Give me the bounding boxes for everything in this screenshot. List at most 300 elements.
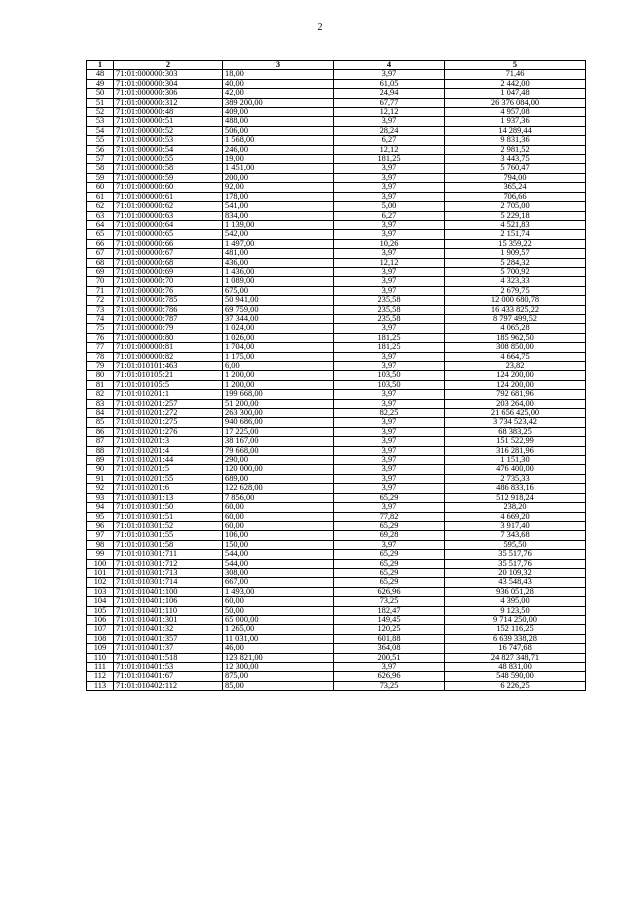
rate-cell: 3,97: [334, 437, 445, 446]
table-row: [87, 390, 586, 399]
table-row: [87, 578, 586, 587]
row-number-cell: 98: [87, 540, 114, 549]
area-cell: 1 200,00: [223, 371, 334, 380]
rate-cell: 3,97: [334, 362, 445, 371]
row-number-cell: 81: [87, 380, 114, 389]
table-row: [87, 258, 586, 267]
table-row: [87, 155, 586, 164]
rate-cell: 10,26: [334, 239, 445, 248]
table-row: [87, 296, 586, 305]
cadastral-number-cell: 71:01:000000:785: [114, 296, 223, 305]
cadastral-number-cell: 71:01:010401:357: [114, 634, 223, 643]
cadastral-number-cell: 71:01:010301:711: [114, 550, 223, 559]
row-number-cell: 58: [87, 164, 114, 173]
table-row: [87, 362, 586, 371]
area-cell: 19,00: [223, 155, 334, 164]
table-row: [87, 474, 586, 483]
value-cell: 308 850,00: [445, 343, 586, 352]
value-cell: 5 700,92: [445, 267, 586, 276]
table-row: [87, 230, 586, 239]
value-cell: 512 918,24: [445, 493, 586, 502]
table-row: [87, 173, 586, 182]
table-row: [87, 239, 586, 248]
rate-cell: 24,94: [334, 89, 445, 98]
rate-cell: 73,25: [334, 597, 445, 606]
data-table: [86, 60, 586, 691]
area-cell: 79 668,00: [223, 446, 334, 455]
table-row: [87, 202, 586, 211]
cadastral-number-cell: 71:01:000000:66: [114, 239, 223, 248]
table-row: [87, 145, 586, 154]
cadastral-number-cell: 71:01:000000:304: [114, 79, 223, 88]
row-number-cell: 99: [87, 550, 114, 559]
value-cell: 4 395,00: [445, 597, 586, 606]
rate-cell: 3,97: [334, 192, 445, 201]
table-row: [87, 324, 586, 333]
table-row: [87, 427, 586, 436]
area-cell: 11 031,00: [223, 634, 334, 643]
area-cell: 667,00: [223, 578, 334, 587]
table-row: [87, 484, 586, 493]
area-cell: 1 704,00: [223, 343, 334, 352]
cadastral-number-cell: 71:01:010301:712: [114, 559, 223, 568]
table-row: [87, 615, 586, 624]
value-cell: 9 714 250,00: [445, 615, 586, 624]
cadastral-number-cell: 71:01:000000:61: [114, 192, 223, 201]
table-row: [87, 653, 586, 662]
cadastral-number-cell: 71:01:000000:312: [114, 98, 223, 107]
area-cell: 60,00: [223, 597, 334, 606]
value-cell: 9 831,36: [445, 136, 586, 145]
row-number-cell: 109: [87, 644, 114, 653]
area-cell: 1 568,00: [223, 136, 334, 145]
table-row: [87, 456, 586, 465]
rate-cell: 65,29: [334, 550, 445, 559]
table-row: [87, 521, 586, 530]
value-cell: 6 639 338,28: [445, 634, 586, 643]
value-cell: 152 116,25: [445, 625, 586, 634]
value-cell: 124 200,00: [445, 380, 586, 389]
cadastral-number-cell: 71:01:000000:79: [114, 324, 223, 333]
value-cell: 595,50: [445, 540, 586, 549]
area-cell: 689,00: [223, 474, 334, 483]
header-cell-1: 1: [87, 61, 114, 70]
cadastral-number-cell: 71:01:010401:32: [114, 625, 223, 634]
cadastral-number-cell: 71:01:010401:67: [114, 672, 223, 681]
row-number-cell: 60: [87, 183, 114, 192]
rate-cell: 3,97: [334, 70, 445, 79]
area-cell: 6,00: [223, 362, 334, 371]
cadastral-number-cell: 71:01:000000:303: [114, 70, 223, 79]
rate-cell: 3,97: [334, 324, 445, 333]
value-cell: 12 000 680,78: [445, 296, 586, 305]
area-cell: 1 493,00: [223, 587, 334, 596]
cadastral-number-cell: 71:01:010301:713: [114, 568, 223, 577]
cadastral-number-cell: 71:01:010301:51: [114, 512, 223, 521]
table-row: [87, 625, 586, 634]
row-number-cell: 52: [87, 108, 114, 117]
row-number-cell: 57: [87, 155, 114, 164]
value-cell: 35 517,76: [445, 559, 586, 568]
value-cell: 486 833,16: [445, 484, 586, 493]
row-number-cell: 111: [87, 663, 114, 672]
rate-cell: 3,97: [334, 465, 445, 474]
row-number-cell: 108: [87, 634, 114, 643]
table-row: [87, 249, 586, 258]
row-number-cell: 80: [87, 371, 114, 380]
value-cell: 16 747,68: [445, 644, 586, 653]
row-number-cell: 50: [87, 89, 114, 98]
row-number-cell: 61: [87, 192, 114, 201]
area-cell: 1 139,00: [223, 220, 334, 229]
rate-cell: 3,97: [334, 286, 445, 295]
row-number-cell: 68: [87, 258, 114, 267]
value-cell: 26 376 084,00: [445, 98, 586, 107]
table-row: [87, 663, 586, 672]
area-cell: 1 026,00: [223, 333, 334, 342]
value-cell: 936 051,28: [445, 587, 586, 596]
table-row: [87, 559, 586, 568]
table-row: [87, 286, 586, 295]
area-cell: 263 300,00: [223, 409, 334, 418]
cadastral-number-cell: 71:01:010301:58: [114, 540, 223, 549]
rate-cell: 3,97: [334, 418, 445, 427]
rate-cell: 3,97: [334, 503, 445, 512]
row-number-cell: 56: [87, 145, 114, 154]
row-number-cell: 91: [87, 474, 114, 483]
area-cell: 37 344,00: [223, 314, 334, 323]
area-cell: 1 497,00: [223, 239, 334, 248]
area-cell: 1 089,00: [223, 277, 334, 286]
value-cell: 1 151,30: [445, 456, 586, 465]
cadastral-number-cell: 71:01:000000:48: [114, 108, 223, 117]
rate-cell: 28,24: [334, 126, 445, 135]
value-cell: 2 735,33: [445, 474, 586, 483]
cadastral-number-cell: 71:01:010201:5: [114, 465, 223, 474]
rate-cell: 3,97: [334, 352, 445, 361]
area-cell: 120 000,00: [223, 465, 334, 474]
area-cell: 875,00: [223, 672, 334, 681]
table-row: [87, 512, 586, 521]
rate-cell: 5,00: [334, 202, 445, 211]
table-row: [87, 437, 586, 446]
value-cell: 71,46: [445, 70, 586, 79]
rate-cell: 12,12: [334, 145, 445, 154]
rate-cell: 103,50: [334, 371, 445, 380]
value-cell: 4 664,75: [445, 352, 586, 361]
value-cell: 24 827 348,71: [445, 653, 586, 662]
rate-cell: 181,25: [334, 333, 445, 342]
cadastral-number-cell: 71:01:010201:257: [114, 399, 223, 408]
row-number-cell: 84: [87, 409, 114, 418]
table-row: [87, 117, 586, 126]
value-cell: 16 433 825,22: [445, 305, 586, 314]
area-cell: 541,00: [223, 202, 334, 211]
table-body: [87, 70, 586, 691]
table-row: [87, 587, 586, 596]
value-cell: 794,00: [445, 173, 586, 182]
cadastral-number-cell: 71:01:000000:64: [114, 220, 223, 229]
row-number-cell: 96: [87, 521, 114, 530]
area-cell: 85,00: [223, 681, 334, 690]
rate-cell: 6,27: [334, 211, 445, 220]
value-cell: 4 669,20: [445, 512, 586, 521]
row-number-cell: 63: [87, 211, 114, 220]
area-cell: 122 628,00: [223, 484, 334, 493]
cadastral-number-cell: 71:01:010201:1: [114, 390, 223, 399]
value-cell: 476 400,00: [445, 465, 586, 474]
cadastral-number-cell: 71:01:000000:60: [114, 183, 223, 192]
value-cell: 2 679,75: [445, 286, 586, 295]
area-cell: 60,00: [223, 512, 334, 521]
rate-cell: 3,97: [334, 249, 445, 258]
rate-cell: 235,58: [334, 305, 445, 314]
rate-cell: 65,29: [334, 578, 445, 587]
cadastral-number-cell: 71:01:000000:306: [114, 89, 223, 98]
table-row: [87, 644, 586, 653]
rate-cell: 65,29: [334, 559, 445, 568]
table-row: [87, 446, 586, 455]
row-number-cell: 78: [87, 352, 114, 361]
table-row: [87, 606, 586, 615]
cadastral-number-cell: 71:01:000000:70: [114, 277, 223, 286]
cadastral-number-cell: 71:01:010201:276: [114, 427, 223, 436]
cadastral-number-cell: 71:01:010301:52: [114, 521, 223, 530]
cadastral-number-cell: 71:01:010301:50: [114, 503, 223, 512]
rate-cell: 3,97: [334, 399, 445, 408]
value-cell: 68 383,25: [445, 427, 586, 436]
area-cell: 675,00: [223, 286, 334, 295]
row-number-cell: 93: [87, 493, 114, 502]
value-cell: 2 151,74: [445, 230, 586, 239]
cadastral-number-cell: 71:01:010401:37: [114, 644, 223, 653]
value-cell: 48 831,00: [445, 663, 586, 672]
table-row: [87, 399, 586, 408]
area-cell: 50 941,00: [223, 296, 334, 305]
cadastral-number-cell: 71:01:000000:82: [114, 352, 223, 361]
value-cell: 43 548,43: [445, 578, 586, 587]
area-cell: 42,00: [223, 89, 334, 98]
table-row: [87, 409, 586, 418]
value-cell: 20 109,32: [445, 568, 586, 577]
row-number-cell: 53: [87, 117, 114, 126]
table-row: [87, 267, 586, 276]
rate-cell: 235,58: [334, 314, 445, 323]
cadastral-number-cell: 71:01:000000:80: [114, 333, 223, 342]
cadastral-number-cell: 71:01:010301:55: [114, 531, 223, 540]
row-number-cell: 48: [87, 70, 114, 79]
row-number-cell: 64: [87, 220, 114, 229]
cadastral-number-cell: 71:01:000000:51: [114, 117, 223, 126]
area-cell: 1 024,00: [223, 324, 334, 333]
rate-cell: 601,88: [334, 634, 445, 643]
table-row: [87, 305, 586, 314]
cadastral-number-cell: 71:01:010402:112: [114, 681, 223, 690]
row-number-cell: 65: [87, 230, 114, 239]
cadastral-number-cell: 71:01:000000:786: [114, 305, 223, 314]
rate-cell: 181,25: [334, 155, 445, 164]
rate-cell: 3,97: [334, 474, 445, 483]
row-number-cell: 49: [87, 79, 114, 88]
row-number-cell: 76: [87, 333, 114, 342]
header-row: [87, 61, 586, 70]
cadastral-number-cell: 71:01:010201:3: [114, 437, 223, 446]
row-number-cell: 77: [87, 343, 114, 352]
rate-cell: 3,97: [334, 267, 445, 276]
table-row: [87, 314, 586, 323]
cadastral-number-cell: 71:01:010101:463: [114, 362, 223, 371]
row-number-cell: 74: [87, 314, 114, 323]
cadastral-number-cell: 71:01:000000:52: [114, 126, 223, 135]
row-number-cell: 85: [87, 418, 114, 427]
rate-cell: 82,25: [334, 409, 445, 418]
table-row: [87, 211, 586, 220]
row-number-cell: 62: [87, 202, 114, 211]
area-cell: 1 265,00: [223, 625, 334, 634]
header-cell-2: 2: [114, 61, 223, 70]
row-number-cell: 89: [87, 456, 114, 465]
table-row: [87, 352, 586, 361]
rate-cell: 3,97: [334, 484, 445, 493]
rate-cell: 3,97: [334, 663, 445, 672]
row-number-cell: 79: [87, 362, 114, 371]
row-number-cell: 83: [87, 399, 114, 408]
row-number-cell: 69: [87, 267, 114, 276]
rate-cell: 235,58: [334, 296, 445, 305]
value-cell: 2 705,00: [445, 202, 586, 211]
table-row: [87, 164, 586, 173]
table-row: [87, 503, 586, 512]
cadastral-number-cell: 71:01:000000:787: [114, 314, 223, 323]
rate-cell: 77,82: [334, 512, 445, 521]
value-cell: 3 917,40: [445, 521, 586, 530]
value-cell: 6 226,25: [445, 681, 586, 690]
area-cell: 17 225,00: [223, 427, 334, 436]
cadastral-number-cell: 71:01:000000:53: [114, 136, 223, 145]
table-row: [87, 343, 586, 352]
area-cell: 65 000,00: [223, 615, 334, 624]
value-cell: 365,24: [445, 183, 586, 192]
row-number-cell: 94: [87, 503, 114, 512]
table-row: [87, 70, 586, 79]
row-number-cell: 90: [87, 465, 114, 474]
rate-cell: 3,97: [334, 230, 445, 239]
value-cell: 4 323,33: [445, 277, 586, 286]
value-cell: 5 229,18: [445, 211, 586, 220]
rate-cell: 3,97: [334, 277, 445, 286]
row-number-cell: 72: [87, 296, 114, 305]
area-cell: 46,00: [223, 644, 334, 653]
rate-cell: 3,97: [334, 390, 445, 399]
value-cell: 4 957,08: [445, 108, 586, 117]
row-number-cell: 105: [87, 606, 114, 615]
cadastral-number-cell: 71:01:000000:81: [114, 343, 223, 352]
area-cell: 542,00: [223, 230, 334, 239]
area-cell: 834,00: [223, 211, 334, 220]
cadastral-number-cell: 71:01:000000:76: [114, 286, 223, 295]
cadastral-number-cell: 71:01:000000:63: [114, 211, 223, 220]
rate-cell: 103,50: [334, 380, 445, 389]
value-cell: 3 734 523,42: [445, 418, 586, 427]
cadastral-number-cell: 71:01:010401:518: [114, 653, 223, 662]
table-row: [87, 108, 586, 117]
value-cell: 185 962,50: [445, 333, 586, 342]
table-row: [87, 465, 586, 474]
area-cell: 940 686,00: [223, 418, 334, 427]
rate-cell: 3,97: [334, 117, 445, 126]
value-cell: 316 281,96: [445, 446, 586, 455]
row-number-cell: 87: [87, 437, 114, 446]
value-cell: 1 937,36: [445, 117, 586, 126]
cadastral-number-cell: 71:01:010201:55: [114, 474, 223, 483]
rate-cell: 3,97: [334, 540, 445, 549]
cadastral-number-cell: 71:01:010105:21: [114, 371, 223, 380]
value-cell: 15 359,22: [445, 239, 586, 248]
value-cell: 2 981,52: [445, 145, 586, 154]
row-number-cell: 107: [87, 625, 114, 634]
row-number-cell: 100: [87, 559, 114, 568]
table-row: [87, 681, 586, 690]
area-cell: 200,00: [223, 173, 334, 182]
table-row: [87, 634, 586, 643]
row-number-cell: 103: [87, 587, 114, 596]
row-number-cell: 97: [87, 531, 114, 540]
table-row: [87, 568, 586, 577]
rate-cell: 3,97: [334, 446, 445, 455]
row-number-cell: 51: [87, 98, 114, 107]
rate-cell: 120,25: [334, 625, 445, 634]
table-row: [87, 371, 586, 380]
value-cell: 2 442,00: [445, 79, 586, 88]
value-cell: 35 517,76: [445, 550, 586, 559]
area-cell: 7 856,00: [223, 493, 334, 502]
table-row: [87, 277, 586, 286]
table-row: [87, 531, 586, 540]
cadastral-number-cell: 71:01:010401:301: [114, 615, 223, 624]
rate-cell: 149,45: [334, 615, 445, 624]
cadastral-number-cell: 71:01:000000:59: [114, 173, 223, 182]
value-cell: 7 343,68: [445, 531, 586, 540]
cadastral-number-cell: 71:01:010401:106: [114, 597, 223, 606]
table-row: [87, 380, 586, 389]
table-row: [87, 333, 586, 342]
rate-cell: 3,97: [334, 173, 445, 182]
value-cell: 1 909,57: [445, 249, 586, 258]
row-number-cell: 92: [87, 484, 114, 493]
rate-cell: 61,05: [334, 79, 445, 88]
row-number-cell: 95: [87, 512, 114, 521]
row-number-cell: 106: [87, 615, 114, 624]
cadastral-number-cell: 71:01:010201:272: [114, 409, 223, 418]
cadastral-number-cell: 71:01:010201:4: [114, 446, 223, 455]
value-cell: 3 443,75: [445, 155, 586, 164]
row-number-cell: 112: [87, 672, 114, 681]
area-cell: 481,00: [223, 249, 334, 258]
rate-cell: 65,29: [334, 568, 445, 577]
area-cell: 92,00: [223, 183, 334, 192]
cadastral-number-cell: 71:01:000000:68: [114, 258, 223, 267]
cadastral-number-cell: 71:01:000000:55: [114, 155, 223, 164]
table-row: [87, 89, 586, 98]
area-cell: 1 436,00: [223, 267, 334, 276]
area-cell: 199 668,00: [223, 390, 334, 399]
cadastral-number-cell: 71:01:010105:5: [114, 380, 223, 389]
area-cell: 488,00: [223, 117, 334, 126]
area-cell: 506,00: [223, 126, 334, 135]
page-number: 2: [317, 22, 323, 33]
row-number-cell: 71: [87, 286, 114, 295]
table-row: [87, 126, 586, 135]
